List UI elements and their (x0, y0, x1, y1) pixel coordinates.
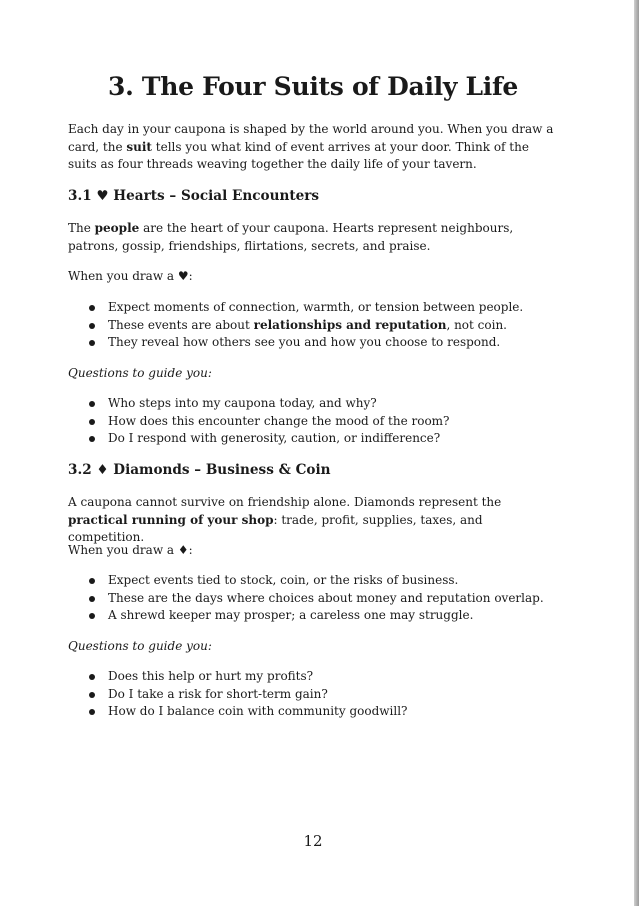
list-item: A shrewd keeper may prosper; a careless one may struggle. (68, 607, 558, 625)
list-item: These are the days where choices about money and reputation overlap. (68, 590, 558, 608)
hearts-paragraph: The people are the heart of your caupona. Hearts represent neighbours, patrons, gossip, friendships, flirtations, secrets, and praise. (68, 221, 514, 253)
diamonds-heading: 3.2 ♦ Diamonds – Business & Coin (68, 462, 331, 478)
hearts-bullet-list (68, 299, 558, 352)
list-item: How does this encounter change the mood of the room? (68, 413, 558, 431)
list-item: Expect events tied to stock, coin, or the risks of business. (68, 572, 558, 590)
diamonds-questions-label: Questions to guide you: (68, 639, 212, 653)
list-item: Expect moments of connection, warmth, or tension between people. (68, 299, 558, 317)
intro-paragraph: Each day in your caupona is shaped by the world around you. When you draw a card, the suit tells you what kind of event arrives at your door. Think of the suits as four threads weaving together the daily life of your tavern. (68, 122, 554, 172)
diamonds-questions-list (68, 668, 558, 721)
hearts-draw-text: When you draw a ♥: (68, 269, 193, 283)
list-item: These events are about relationships and reputation, not coin. (68, 317, 558, 335)
list-item: How do I balance coin with community goodwill? (68, 703, 558, 721)
diamonds-paragraph: A caupona cannot survive on friendship alone. Diamonds represent the practical running of your shop: trade, profit, supplies, taxes, and competition. (68, 495, 502, 545)
list-item: Does this help or hurt my profits? (68, 668, 558, 686)
hearts-questions-list (68, 395, 558, 448)
list-item: They reveal how others see you and how you choose to respond. (68, 334, 558, 352)
hearts-questions-label: Questions to guide you: (68, 366, 212, 380)
diamonds-draw-text: When you draw a ♦: (68, 543, 193, 557)
list-item: Who steps into my caupona today, and why? (68, 395, 558, 413)
list-item: Do I respond with generosity, caution, or indifference? (68, 430, 558, 448)
page-title: 3. The Four Suits of Daily Life (107, 72, 519, 101)
hearts-heading: 3.1 ♥ Hearts – Social Encounters (68, 188, 320, 204)
page-edge-shadow (634, 0, 639, 906)
list-item: Do I take a risk for short-term gain? (68, 686, 558, 704)
page-number: 12 (303, 832, 323, 850)
diamonds-bullet-list (68, 572, 558, 625)
